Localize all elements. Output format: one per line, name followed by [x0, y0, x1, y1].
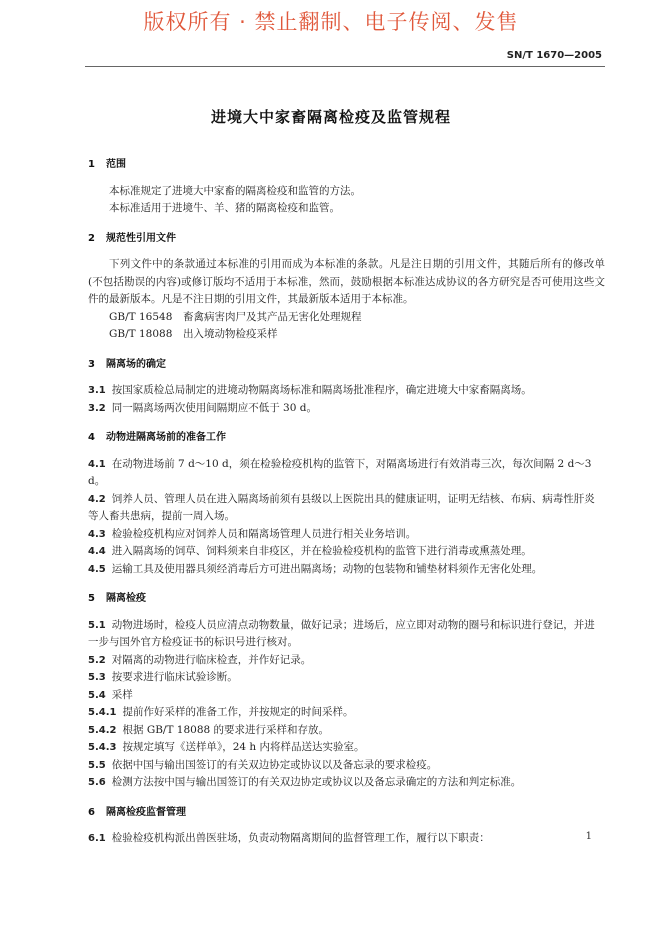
- clause: [88, 382, 605, 400]
- clause: [88, 400, 605, 418]
- spacer: [88, 344, 605, 356]
- spacer: [88, 218, 605, 230]
- section-title: 隔离场的确定: [106, 358, 166, 370]
- paragraph: 本标准规定了进境大中家畜的隔离检疫和监管的方法。: [109, 184, 361, 197]
- document-body: [88, 156, 605, 848]
- section-title: 范围: [106, 159, 126, 170]
- clause: [88, 561, 605, 579]
- section-number: 3: [88, 358, 95, 370]
- clause-text: 在动物进场前 7 d～10 d，须在检验检疫机构的监管下，对隔离场进行有效消毒三次，每次间隔 2 d～3 d。: [88, 457, 592, 487]
- reference-name: 畜禽病害肉尸及其产品无害化处理规程: [183, 310, 362, 323]
- clause-number: 5.4.1: [88, 707, 117, 718]
- clause-text: 动物进场时，检疫人员应清点动物数量，做好记录；进场后，应立即对动物的圈号和标识进行登记，并进一步与国外官方检疫证书的标识号进行核对。: [88, 618, 595, 648]
- clause-text: 同一隔离场两次使用间隔期应不低于 30 d。: [111, 401, 317, 414]
- section-heading: [88, 356, 605, 374]
- clause-text: 饲养人员、管理人员在进入隔离场前须有县级以上医院出具的健康证明，证明无结核、布病、病毒性肝炎等人畜共患病，提前一周入场。: [88, 492, 595, 522]
- spacer: [88, 247, 605, 256]
- reference-item: [88, 326, 605, 344]
- clause-number: 4.1: [88, 458, 106, 470]
- clause: [88, 722, 605, 740]
- clause: [88, 543, 605, 561]
- section-heading: [88, 804, 605, 822]
- document-title: 进境大中家畜隔离检疫及监管规程: [210, 108, 451, 126]
- clause-number: 5.2: [88, 654, 106, 666]
- clause-text: 进入隔离场的饲草、饲料须来自非疫区，并在检验检疫机构的监管下进行消毒或熏蒸处理。: [111, 545, 532, 557]
- section-heading: [88, 590, 605, 608]
- section-number: 1: [88, 159, 95, 170]
- header-rule: [85, 66, 605, 67]
- spacer: [88, 447, 605, 456]
- clause-number: 3.2: [88, 402, 106, 414]
- clause: [88, 830, 605, 848]
- clause: [88, 652, 605, 670]
- clause-number: 3.1: [88, 385, 106, 396]
- clause-number: 5.5: [88, 759, 106, 771]
- section-title: 规范性引用文件: [106, 232, 176, 244]
- clause-text: 检测方法按中国与输出国签订的有关双边协定或协议以及备忘录确定的方法和判定标准。: [111, 776, 522, 788]
- clause-number: 5.3: [88, 672, 106, 683]
- reference-name: 出入境动物检疫采样: [183, 328, 278, 340]
- clause-text: 运输工具及使用器具须经消毒后方可进出隔离场；动物的包装物和铺垫材料须作无害化处理。: [111, 562, 543, 575]
- section-title: 动物进隔离场前的准备工作: [106, 432, 226, 443]
- reference-code: GB/T 18088: [109, 328, 173, 340]
- standard-number: SN/T 1670—2005: [506, 50, 602, 61]
- clause-text: 检验检疫机构应对饲养人员和隔离场管理人员进行相关业务培训。: [111, 527, 417, 540]
- spacer: [88, 578, 605, 590]
- section-title: 隔离检疫监督管理: [106, 806, 186, 818]
- section-heading: [88, 156, 605, 174]
- clause-number: 5.1: [88, 619, 106, 631]
- paragraph: 下列文件中的条款通过本标准的引用而成为本标准的条款。凡是注日期的引用文件，其随后所有的修改单(不包括勘误的内容)或修订版均不适用于本标准，然而，鼓励根据本标准达成协议的各方研究是否可使用这些文件的最新版本。凡是不注日期的引用文件，其最新版本适用于本标准。: [88, 258, 605, 305]
- clause: [88, 526, 605, 544]
- clause-text: 按规定填写《送样单》，24 h 内将样品送达实验室。: [122, 741, 365, 753]
- reference-item: [88, 309, 605, 327]
- copyright-watermark: 版权所有 · 禁止翻制、电子传阅、发售: [143, 10, 519, 34]
- clause-number: 5.6: [88, 777, 106, 788]
- clause-number: 6.1: [88, 833, 106, 844]
- clause-text: 根据 GB/T 18088 的要求进行采样和存放。: [122, 723, 330, 736]
- spacer: [88, 417, 605, 429]
- clause: [88, 704, 605, 722]
- clause: [88, 774, 605, 792]
- clause-text: 对隔离的动物进行临床检查，并作好记录。: [111, 653, 312, 666]
- clause-text: 依据中国与输出国签订的有关双边协定或协议以及备忘录的要求检疫。: [111, 758, 438, 771]
- clause-text: 检验检疫机构派出兽医驻场，负责动物隔离期间的监督管理工作，履行以下职责：: [111, 832, 490, 844]
- section-number: 2: [88, 232, 95, 244]
- section-number: 5: [88, 593, 95, 604]
- spacer: [88, 174, 605, 183]
- section-number: 4: [88, 432, 95, 443]
- spacer: [88, 821, 605, 830]
- section-heading: [88, 429, 605, 447]
- clause: [88, 757, 605, 775]
- clause-number: 5.4.3: [88, 742, 117, 753]
- spacer: [88, 792, 605, 804]
- clause-number: 5.4.2: [88, 724, 117, 736]
- clause: [88, 617, 605, 652]
- clause: [88, 687, 605, 705]
- spacer: [88, 608, 605, 617]
- clause-number: 5.4: [88, 689, 106, 701]
- section-number: 6: [88, 806, 95, 818]
- clause-number: 4.4: [88, 546, 106, 557]
- spacer: [88, 373, 605, 382]
- clause: [88, 669, 605, 687]
- clause: [88, 739, 605, 757]
- paragraph: 本标准适用于进境牛、羊、猪的隔离检疫和监管。: [109, 202, 340, 214]
- clause-number: 4.5: [88, 563, 106, 575]
- clause: [88, 456, 605, 491]
- page-number: 1: [585, 831, 592, 842]
- reference-code: GB/T 16548: [109, 310, 173, 323]
- clause-text: 按要求进行临床试验诊断。: [111, 671, 238, 683]
- clause-text: 采样: [111, 688, 133, 701]
- section-heading: [88, 230, 605, 248]
- clause-text: 提前作好采样的准备工作，并按规定的时间采样。: [122, 706, 354, 718]
- section-title: 隔离检疫: [106, 593, 146, 604]
- clause-number: 4.3: [88, 528, 106, 540]
- clause-text: 按国家质检总局制定的进境动物隔离场标准和隔离场批准程序，确定进境大中家畜隔离场。: [111, 384, 532, 396]
- clause: [88, 491, 605, 526]
- clause-number: 4.2: [88, 493, 106, 505]
